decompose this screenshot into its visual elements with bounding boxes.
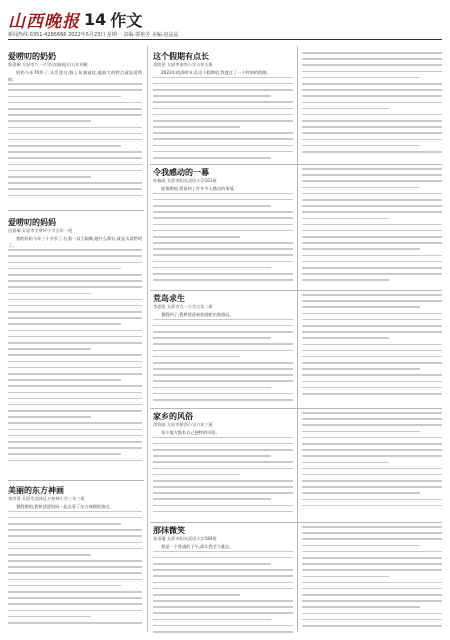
article-title: 令我感动的一幕 bbox=[153, 168, 209, 177]
article-body bbox=[8, 504, 142, 511]
article-lead: 那是一个普通的下午,却让我至今难忘。 bbox=[161, 544, 234, 549]
article-byline: 郭嘉桐 太原市九一小学(东城校区)五年四班 bbox=[8, 62, 88, 67]
article-byline: 常钧雨 太原市桥西小学六年三班 bbox=[153, 422, 213, 427]
article-separator bbox=[8, 210, 144, 211]
article-lead: 奶奶今年70岁了,头发花白,脸上布满皱纹,她最大的特点就是爱唠叨。 bbox=[8, 70, 142, 82]
article-lead: 疫情期间,我看到了许多令人感动的事情。 bbox=[161, 186, 238, 191]
article-block bbox=[8, 486, 142, 636]
article-text-lines bbox=[153, 437, 293, 513]
article-text-lines bbox=[302, 52, 442, 153]
article-body bbox=[153, 544, 293, 551]
column-divider bbox=[297, 46, 298, 632]
article-body bbox=[153, 430, 293, 437]
article-separator bbox=[150, 290, 442, 291]
article-title: 美丽的东方神画 bbox=[8, 486, 64, 495]
article-title: 这个假期有点长 bbox=[153, 52, 209, 61]
article-separator bbox=[150, 522, 442, 523]
article-separator bbox=[8, 480, 144, 481]
article-block bbox=[153, 294, 293, 406]
article-text-lines bbox=[153, 77, 293, 159]
article-continued bbox=[302, 168, 442, 288]
section-title: 作文 bbox=[110, 10, 143, 30]
article-block bbox=[153, 412, 293, 520]
article-body bbox=[8, 70, 142, 83]
article-separator bbox=[150, 164, 442, 165]
article-title: 爱唠叨的妈妈 bbox=[8, 218, 56, 227]
article-byline: 刘彦蓉 太原市迎泽区万柏林小学三年三班 bbox=[8, 496, 85, 501]
article-byline: 刘欣蓓 太原市南岗小学五年五班 bbox=[153, 62, 213, 67]
article-continued bbox=[302, 412, 442, 520]
article-title: 那抹微笑 bbox=[153, 526, 185, 535]
article-continued bbox=[302, 52, 442, 164]
article-text-lines bbox=[153, 193, 293, 281]
article-body bbox=[8, 236, 142, 249]
article-title: 荒岛求生 bbox=[153, 294, 185, 303]
article-continued bbox=[302, 294, 442, 406]
article-text-lines bbox=[8, 511, 142, 624]
article-block bbox=[8, 218, 142, 476]
article-byline: 杜畅成 太原市阳光双语小学101班 bbox=[153, 178, 217, 183]
article-block bbox=[153, 168, 293, 288]
article-byline: 李思锐 太原市九一小学五年二班 bbox=[153, 304, 213, 309]
masthead-meta: 新闻热线:0351-4286666 2022年5月23日 星期一 责编:郭艳芳 美编:赵晶晶 bbox=[8, 32, 179, 38]
masthead bbox=[8, 6, 142, 32]
article-lead: 每个地方都有自己独特的风俗。 bbox=[161, 430, 220, 435]
article-lead: 暑假期间,我和爸爸妈妈一起去看了东方神画的演出。 bbox=[16, 504, 114, 509]
column-divider bbox=[147, 46, 148, 632]
article-lead: 暑假到了,我和爸爸乘着游轮出海游玩。 bbox=[161, 312, 234, 317]
article-body bbox=[153, 312, 293, 319]
newspaper-logo: 山西晚报 bbox=[8, 11, 80, 32]
article-block bbox=[153, 526, 293, 636]
article-byline: 田嘉瑞 太原市尖草坪小学五年一班 bbox=[8, 228, 73, 233]
article-lead: 2022年的清明节,在这个假期里,我度过了一个特别的假期。 bbox=[161, 70, 271, 75]
article-body bbox=[153, 186, 293, 193]
article-separator bbox=[150, 408, 442, 409]
article-block bbox=[153, 52, 293, 164]
article-text-lines bbox=[8, 83, 142, 196]
article-byline: 张语璠 太原市阳光双语小学184班 bbox=[153, 536, 217, 541]
page-number: 14 bbox=[84, 9, 107, 29]
article-text-lines bbox=[302, 294, 442, 395]
article-text-lines bbox=[302, 168, 442, 281]
article-text-lines bbox=[302, 412, 442, 506]
masthead-rule bbox=[8, 39, 442, 40]
article-title: 家乡的风俗 bbox=[153, 412, 193, 421]
article-text-lines bbox=[302, 526, 442, 627]
article-body bbox=[153, 70, 293, 77]
article-continued bbox=[302, 526, 442, 636]
article-text-lines bbox=[8, 249, 142, 461]
article-block bbox=[8, 52, 142, 202]
article-title: 爱唠叨的奶奶 bbox=[8, 52, 56, 61]
article-text-lines bbox=[153, 319, 293, 401]
article-text-lines bbox=[153, 551, 293, 633]
article-lead: 我的妈妈今年三十多岁了,长着一双大眼睛,她什么都好,就是太爱唠叨了。 bbox=[8, 236, 142, 248]
